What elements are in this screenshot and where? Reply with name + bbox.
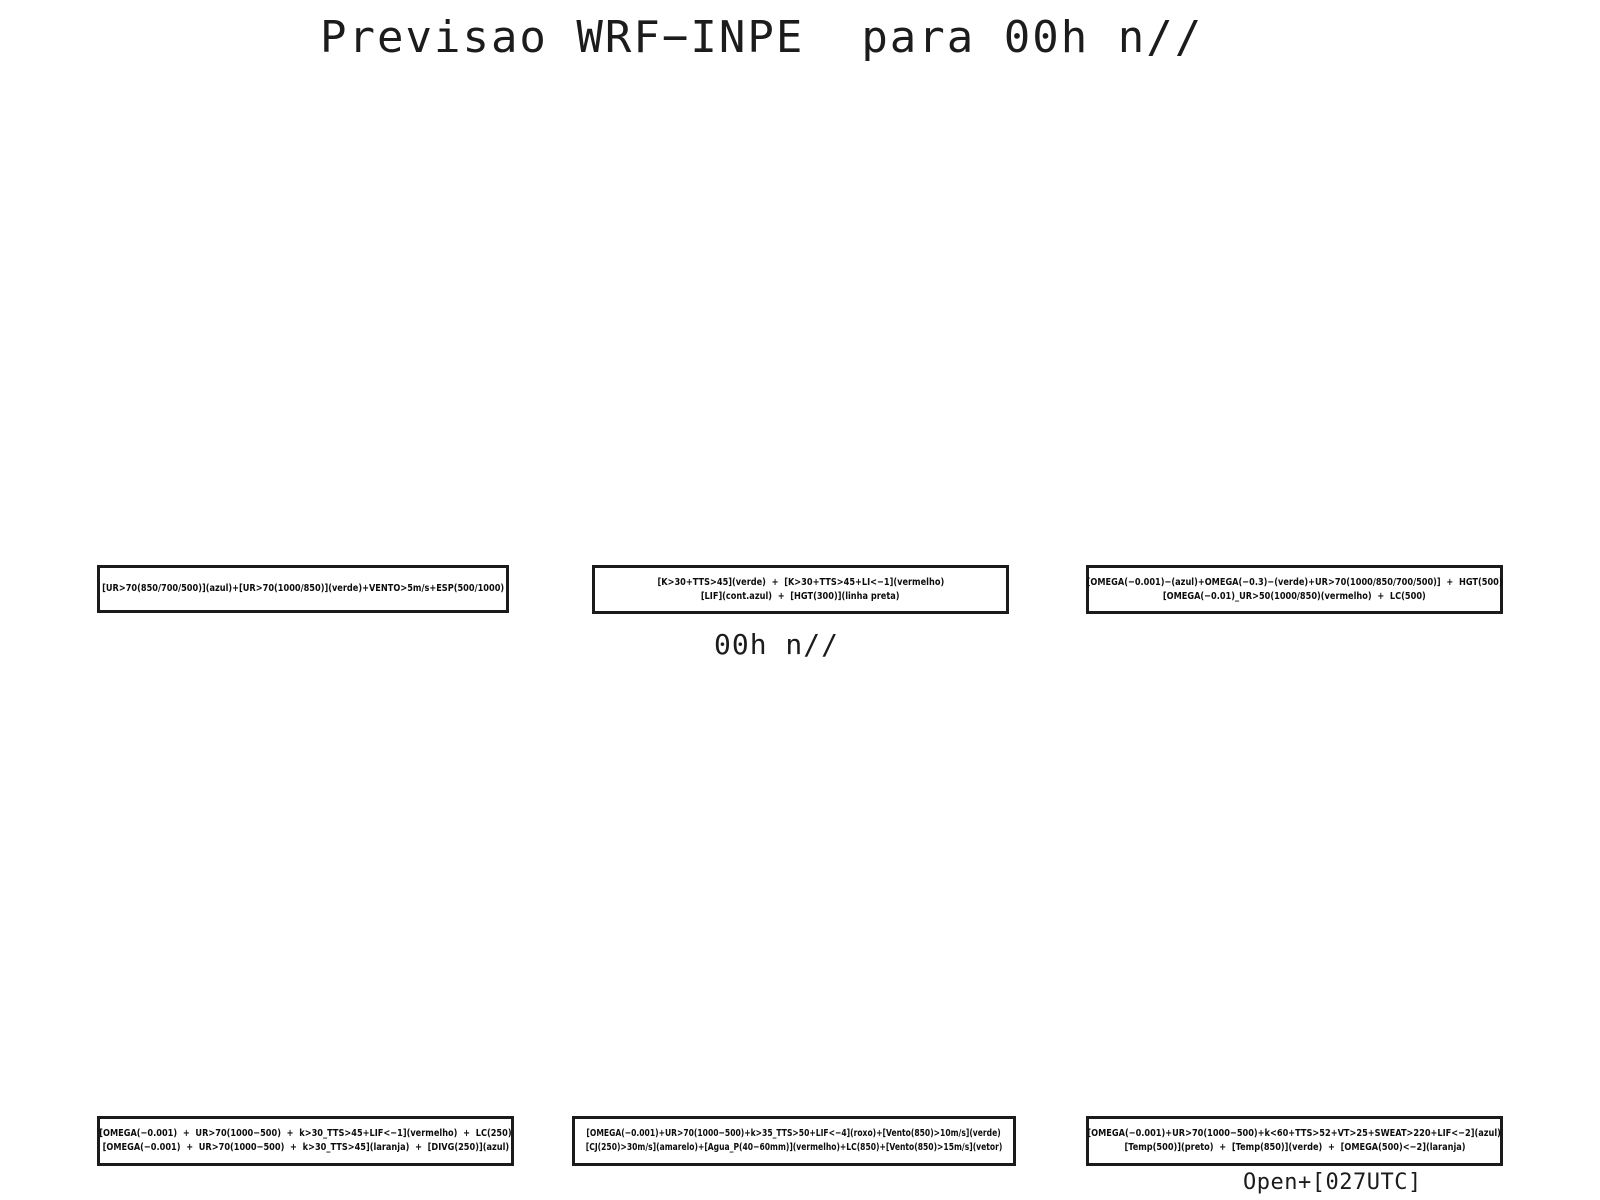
legend-line: [K>30+TTS>45](verde) + [K>30+TTS>45+LI<−1](vermelho) xyxy=(657,576,944,588)
legend-line: [Temp(500)](preto) + [Temp(850)](verde) + [OMEGA(500)<−2](laranja) xyxy=(1123,1142,1466,1153)
footer-utc-label: Open+[027UTC] xyxy=(1243,1170,1422,1195)
legend-line: [LIF](cont.azul) + [HGT(300)](linha preta) xyxy=(701,590,900,602)
legend-box-bottom-right xyxy=(1086,1116,1503,1166)
legend-line: [OMEGA(−0.001) + UR>70(1000−500) + k>30_TTS>45](laranja) + [DIVG(250)](azul) xyxy=(102,1142,509,1153)
legend-line: [UR>70(850/700/500)](azul)+[UR>70(1000/850)](verde)+VENTO>5m/s+ESP(500/1000) xyxy=(101,583,505,594)
legend-box-top-center xyxy=(592,565,1009,614)
legend-line: [OMEGA(−0.001)+UR>70(1000−500)+k>35_TTS>50+LIF<−4](roxo)+[Vento(850)>10m/s](verde) xyxy=(586,1128,1002,1139)
legend-line: [OMEGA(−0.001) + UR>70(1000−500) + k>30_TTS>45+LIF<−1](vermelho) + LC(250) xyxy=(99,1128,512,1139)
legend-box-bottom-left xyxy=(97,1116,514,1166)
legend-line: [OMEGA(−0.01)_UR>50(1000/850)(vermelho) + LC(500) xyxy=(1163,590,1426,602)
legend-box-top-left xyxy=(97,565,509,613)
page-title: Previsao WRF−INPE para 00h n// xyxy=(320,12,1204,63)
legend-line: [OMEGA(−0.001)+UR>70(1000−500)+k<60+TTS>52+VT>25+SWEAT>220+LIF<−2](azul) xyxy=(1087,1128,1502,1139)
frame-time-label: 00h n// xyxy=(714,628,840,661)
legend-line: [CJ(250)>30m/s](amarelo)+[Agua_P(40−60mm)](vermelho)+LC(850)+[Vento(850)>15m/s](vetor) xyxy=(585,1142,1003,1153)
legend-box-top-right xyxy=(1086,565,1503,614)
legend-line: [OMEGA(−0.001)−(azul)+OMEGA(−0.3)−(verde)+UR>70(1000/850/700/500)] + HGT(500) xyxy=(1086,576,1503,588)
legend-box-bottom-center xyxy=(572,1116,1016,1166)
